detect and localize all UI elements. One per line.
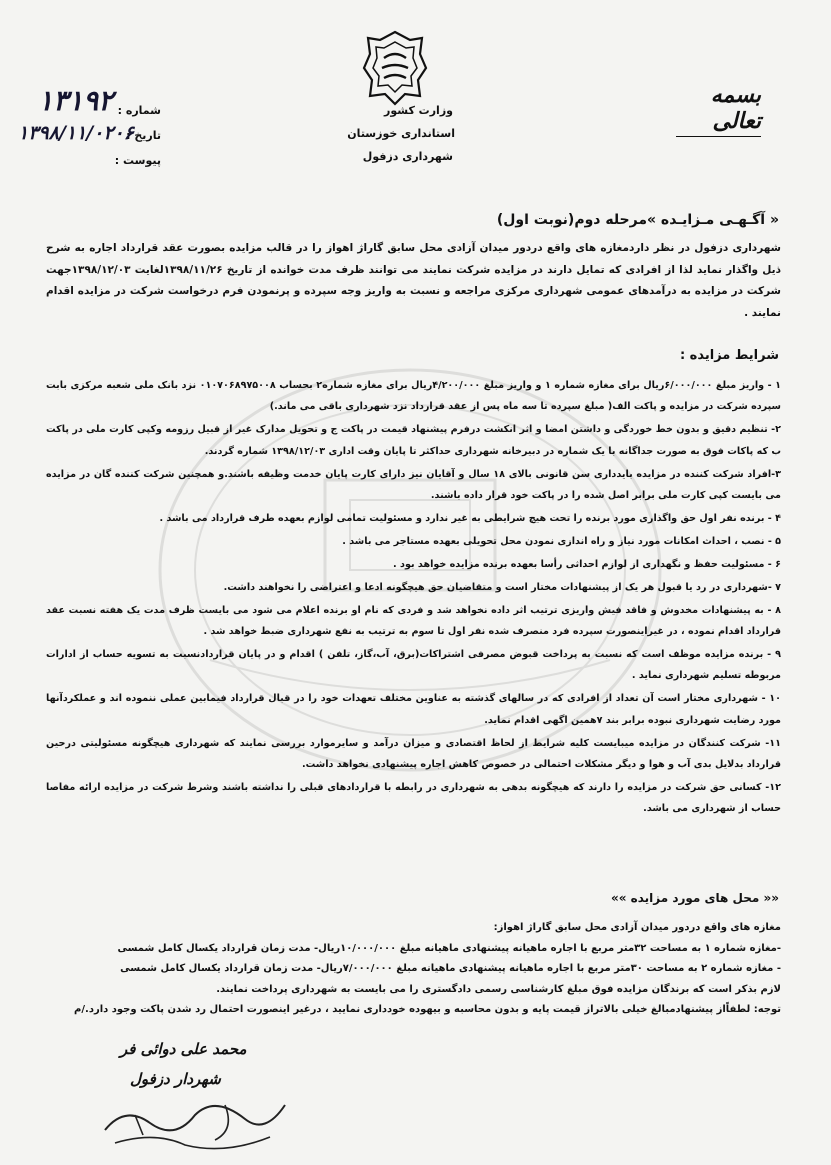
places-note: لازم بذکر است که برندگان مزایده فوق مبلغ کارشناسی رسمی دادگستری را می بایست به شهرداری پرداخت نمایند. [216, 983, 781, 995]
condition-item: ۱ - واریز مبلغ ۶/۰۰۰/۰۰۰ریال برای مغازه شماره ۱ و واریز مبلغ ۴/۲۰۰/۰۰۰ریال برای مغازه شماره۲ بحساب ۰۱۰۷۰۶۸۹۷۵۰۰۸ نزد بانک ملی شعبه مرکزی بابت سپرده شرکت در مزایده و پاکت الف( مبلغ سپرده تا سه ماه پس از عقد قرارداد نزد شهرداری باقی می ماند.) [46, 380, 781, 413]
condition-item: ۱۲- کسانی حق شرکت در مزایده را دارند که هیچگونه بدهی به شهرداری در رابطه با قراردادهای قبلی را نداشته باشند وشرط شرکت در مزایده ارائه مفاصا حساب از شهرداری می باشد. [46, 781, 781, 815]
condition-item: ۶ - مسئولیت حفظ و نگهداری از لوازم احداثی رأسا بعهده برنده مزایده خواهد بود . [393, 558, 781, 570]
condition-item: ۱۰ - شهرداری مختار است آن تعداد از افرادی که در سالهای گذشته به عناوین مختلف تعهدات خود را در قبال قرارداد فیمابین عملی ننموده اند و عملکردآنها مورد رضایت شهرداری نبوده برابر بند ۷همین اگهی اقدام نماید. [46, 693, 781, 726]
shop-item: -مغازه شماره ۱ به مساحت ۳۲متر مربع با اجاره ماهیانه پیشنهادی ماهیانه مبلغ ۱۰/۰۰۰/۰۰۰ریال- مدت زمان قرارداد یکسال کامل شمسی [117, 942, 781, 954]
municipality-name: شهرداری دزفول [362, 150, 453, 163]
bismillah-heading: بسمه تعالی [676, 82, 761, 137]
date-label: تاریخ : [126, 129, 161, 142]
conditions-list [46, 375, 781, 821]
signatory-title: شهردار دزفول [130, 1070, 221, 1088]
condition-item: ۴ - برنده نفر اول حق واگذاری مورد برنده را تحت هیچ شرایطی به غیر ندارد و مسئولیت تمامی لوازم بعهده طرف قرارداد می باشد . [159, 512, 781, 524]
governorate-name: استانداری خوزستان [347, 127, 455, 140]
number-label: شماره : [117, 104, 161, 117]
letter-number: ۱۳۱۹۲ [38, 84, 114, 117]
condition-item: ۷ -شهرداری در رد یا قبول هر یک از پیشنهادات مختار است و متقاضیان حق هیچگونه ادعا و اعتراضی را نخواهند داشت. [223, 581, 781, 593]
places-intro: مغازه های واقع دردور میدان آزادی محل سابق گاراژ اهواز: [493, 922, 781, 933]
condition-item: ۸ - به پیشنهادات مخدوش و فاقد فیش واریزی ترتیب اثر داده نخواهد شد و فردی که نام او برنده اعلام می شود می بایست ظرف مدت یک هفته نسبت عقد قرارداد اقدام نموده ، در غیراینصورت سپرده فرد منصرف شده نفر اول تا سوم به ترتیب به نفع شهرداری ضبط خواهد شد . [46, 604, 781, 637]
places-heading: «« محل های مورد مزایده »» [610, 891, 779, 905]
attachment-label: پیوست : [114, 154, 161, 167]
places-list [46, 918, 781, 1021]
ministry-name: وزارت کشور [384, 104, 453, 117]
shop-item: - مغازه شماره ۲ به مساحت ۳۰متر مربع با اجاره ماهیانه پیشنهادی ماهیانه مبلغ ۷/۰۰۰/۰۰۰ریال- مدت زمان قرارداد یکسال کامل شمسی [120, 963, 781, 975]
letter-date: ۱۳۹۸/۱۱/۰۲۰۶ [18, 122, 134, 144]
condition-item: ۳-افراد شرکت کننده در مزایده بایدداری سن قانونی بالای ۱۸ سال و آقایان نیز دارای کارت پایان خدمت وظیفه باشند.و همچنین شرکت کننده گان در مزایده می بایست کپی کارت ملی برابر اصل شده را در پاکت خود قرار داده باشند. [46, 468, 781, 502]
municipality-emblem-icon [360, 28, 430, 108]
condition-item: ۵ - نصب ، احداث امکانات مورد نیاز و راه اندازی نمودن محل تحویلی بعهده مستاجر می باشد . [342, 535, 781, 547]
condition-item: ۹ - برنده مزایده موظف است که نسبت به پرداخت قبوض مصرفی اشتراکات(برق، آب،گاز، تلفن ) اقدام و در پایان قراردادنسبت به تسویه حساب از ادارات مربوطه تسلیم شهرداری نماید . [46, 648, 781, 682]
condition-item: ۲- تنظیم دقیق و بدون خط خوردگی و داشتن امضا و اثر انکشت درفرم پیشنهاد قیمت در پاکت ج و تحویل مدارک غیر از قبیل رزومه وکپی کارت ملی در پاکت ب که پاکات فوق به صورت جداگانه با یک شماره در دبیرخانه شهرداری حداکثر تا پایان وقت اداری ۱۳۹۸/۱۲/۰۳ شماره گردند. [46, 424, 781, 457]
conditions-heading: شرایط مزایده : [679, 348, 779, 363]
notice-intro: شهرداری دزفول در نظر داردمغازه های واقع دردور میدان آزادی محل سابق گاراژ اهواز را در قالب مزایده بصورت عقد قرارداد اجاره به شرح ذیل واگذار نماید لذا از افرادی که تمایل دارند در مزایده شرکت نمایند می توانند ظرف مدت خوانده از تاریخ ۱۳۹۸/۱۱/۲۶لغایت ۱۳۹۸/۱۲/۰۳جهت شرکت در مزایده به درآمدهای عمومی شهرداری مرکزی مراجعه و نسبت به واریز وجه سپرده و پرنمودن فرم درخواست شرکت در مزایده اقدام نمایند . [46, 242, 781, 319]
notice-title: « آگـهـی مـزایـده »مرحله دوم(نوبت اول) [496, 212, 779, 228]
signatory-name: محمد علی دوائی فر [120, 1040, 247, 1058]
places-warning: توجه: لطفاًاز پیشنهادمبالغ خیلی بالاتراز قیمت پایه و بدون محاسبه و بیهوده خودداری نمایید ، درغیر اینصورت احتمال رد شدن پاکت وجود دارد./م [74, 1004, 781, 1016]
condition-item: ۱۱- شرکت کنندگان در مزایده میبایست کلیه شرایط از لحاظ اقتصادی و میزان درآمد و سایرموارد بررسی نمایند که شهرداری هیچگونه مسئولیتی درحین قرارداد بدلایل بدی آب و هوا و دیگر مشکلات احتمالی در خصوص کاهش اجاره پیشنهادی نخواهد داشت. [46, 737, 781, 770]
